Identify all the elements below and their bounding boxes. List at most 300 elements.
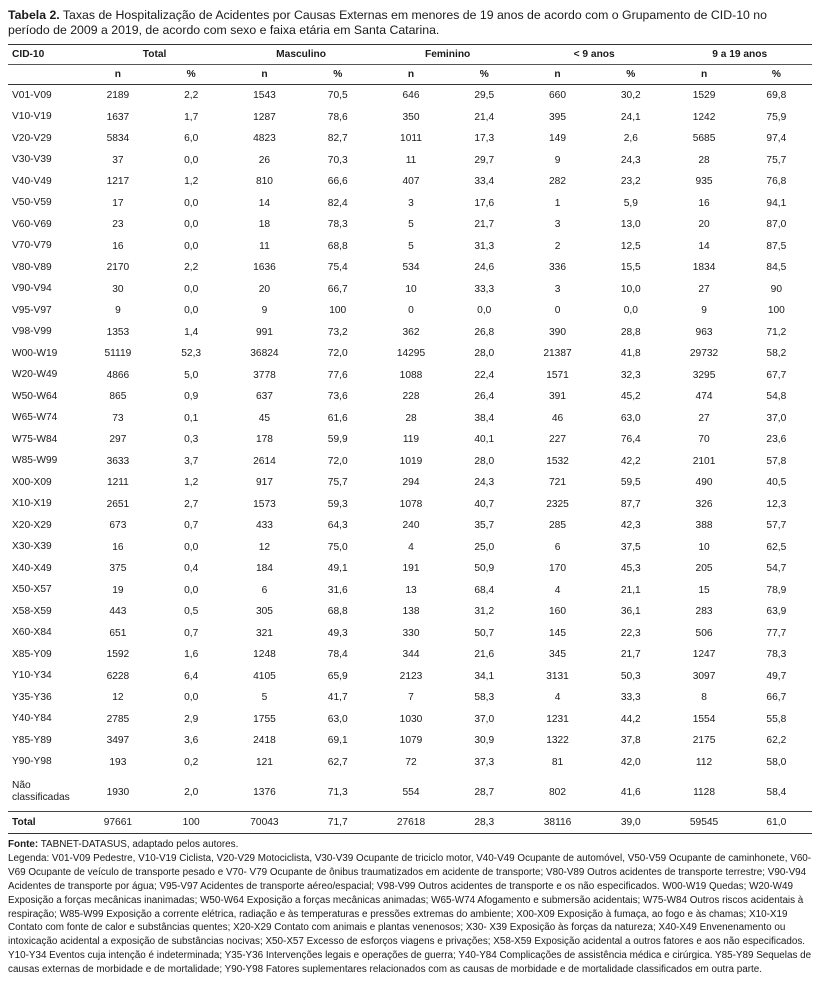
value-cell: 2325: [546, 498, 569, 510]
value-cell: 94,1: [766, 197, 787, 209]
value-cell: 917: [255, 477, 273, 489]
value-cell: 75,4: [327, 262, 348, 274]
value-cell: 1571: [546, 369, 569, 381]
value-cell: 32,3: [620, 369, 641, 381]
value-cell: 37,5: [620, 541, 641, 553]
value-cell: 2,0: [184, 786, 199, 798]
table-row: [8, 601, 812, 623]
value-cell: 170: [549, 563, 567, 575]
header-group-feminino: Feminino: [374, 45, 521, 65]
cid-code-cell: X40-X49: [12, 562, 52, 574]
value-cell: 2189: [106, 90, 130, 102]
value-cell: 2,2: [184, 90, 199, 102]
value-cell: 17: [112, 197, 124, 209]
header-n: n: [374, 65, 447, 85]
cid-code-cell: W65-W74: [12, 412, 58, 424]
value-cell: 37,0: [474, 713, 495, 725]
value-cell: 12,3: [766, 498, 787, 510]
value-cell: 1088: [399, 369, 423, 381]
value-cell: 2651: [106, 498, 130, 510]
value-cell: 2101: [692, 455, 716, 467]
value-cell: 646: [402, 90, 420, 102]
value-cell: 178: [255, 434, 273, 446]
value-cell: 35,7: [474, 520, 495, 532]
value-cell: 12: [258, 541, 271, 553]
value-cell: 87,5: [766, 240, 787, 252]
value-cell: 1554: [692, 713, 716, 725]
cid-code-cell: V80-V89: [12, 261, 52, 273]
value-cell: 68,4: [474, 584, 495, 596]
table-caption: [8, 8, 812, 38]
value-cell: 66,7: [766, 692, 787, 704]
value-cell: 7: [408, 692, 414, 704]
cid-code-cell: W00-W19: [12, 347, 58, 359]
value-cell: 27: [698, 412, 710, 424]
value-cell: 59,5: [620, 477, 641, 489]
value-cell: 11: [259, 240, 270, 252]
value-cell: 45: [258, 412, 271, 424]
table-row: [8, 193, 812, 215]
value-cell: 71,2: [766, 326, 787, 338]
header-group-under-9: < 9 anos: [521, 45, 668, 65]
value-cell: 30: [112, 283, 124, 295]
value-cell: 1930: [106, 786, 130, 798]
header-pct: %: [741, 65, 812, 85]
value-cell: 285: [549, 520, 567, 532]
table-row: [8, 429, 812, 451]
value-cell: 87,7: [620, 498, 641, 510]
value-cell: 3097: [692, 670, 716, 682]
table-row: [8, 343, 812, 365]
value-cell: 9: [115, 305, 121, 317]
cid-code-cell: Y10-Y34: [12, 670, 52, 682]
value-cell: 345: [549, 649, 567, 661]
value-cell: 87,0: [766, 219, 787, 231]
value-cell: 26,4: [474, 391, 495, 403]
value-cell: 1637: [106, 111, 130, 123]
cid-code-cell: V98-V99: [12, 326, 52, 338]
cid-code-cell: X10-X19: [12, 498, 52, 510]
value-cell: 28,0: [474, 455, 495, 467]
value-cell: 160: [549, 606, 567, 618]
value-cell: 5,0: [184, 369, 199, 381]
value-cell: 2,9: [184, 713, 199, 725]
value-cell: 18: [258, 219, 271, 231]
value-cell: 63,0: [620, 412, 641, 424]
value-cell: 3633: [106, 455, 130, 467]
cid-code-cell: Não classificadas: [12, 780, 70, 803]
value-cell: 100: [767, 305, 785, 317]
value-cell: 75,7: [766, 154, 787, 166]
value-cell: 36824: [250, 348, 279, 360]
value-cell: 6,4: [184, 670, 199, 682]
value-cell: 336: [549, 262, 567, 274]
value-cell: 42,3: [620, 520, 641, 532]
header-n: n: [228, 65, 301, 85]
value-cell: 40,1: [474, 434, 495, 446]
value-cell: 0,0: [184, 283, 199, 295]
table-row: [8, 150, 812, 172]
table-row: [8, 300, 812, 322]
value-cell: 38,4: [474, 412, 495, 424]
value-cell: 37: [112, 154, 124, 166]
value-cell: 3: [408, 197, 414, 209]
value-cell: 31,6: [327, 584, 348, 596]
value-cell: 138: [402, 606, 420, 618]
value-cell: 71,3: [327, 786, 348, 798]
value-cell: 721: [549, 477, 567, 489]
table-row: [8, 386, 812, 408]
value-cell: 991: [255, 326, 273, 338]
value-cell: 5: [408, 219, 414, 231]
value-cell: 72,0: [327, 455, 348, 467]
value-cell: 23: [112, 219, 124, 231]
value-cell: 637: [255, 391, 273, 403]
value-cell: 506: [695, 627, 713, 639]
value-cell: 490: [695, 477, 713, 489]
value-cell: 1287: [253, 111, 276, 123]
value-cell: 90: [770, 283, 783, 295]
value-cell: 2,7: [184, 498, 199, 510]
value-cell: 21,1: [620, 584, 641, 596]
value-cell: 67,7: [766, 369, 787, 381]
value-cell: 24,3: [620, 154, 641, 166]
value-cell: 1030: [399, 713, 423, 725]
value-cell: 54,8: [766, 391, 787, 403]
value-cell: 321: [255, 627, 273, 639]
total-row: [8, 812, 812, 834]
value-cell: 31,2: [474, 606, 495, 618]
value-cell: 3131: [546, 670, 569, 682]
caption-label: Tabela 2.: [8, 8, 60, 22]
value-cell: 84,5: [766, 262, 787, 274]
value-cell: 29,5: [474, 90, 495, 102]
value-cell: 76,8: [766, 176, 787, 188]
table-row: [8, 107, 812, 129]
value-cell: 61,0: [741, 812, 812, 834]
header-n: n: [521, 65, 594, 85]
value-cell: 59,3: [327, 498, 348, 510]
value-cell: 554: [402, 786, 420, 798]
value-cell: 390: [549, 326, 567, 338]
value-cell: 433: [255, 520, 273, 532]
value-cell: 112: [695, 756, 713, 768]
value-cell: 5: [261, 692, 268, 704]
value-cell: 673: [109, 520, 127, 532]
value-cell: 1019: [399, 455, 423, 467]
source-line: [8, 838, 812, 852]
value-cell: 76,4: [620, 434, 641, 446]
value-cell: 1247: [692, 649, 716, 661]
value-cell: 0,0: [184, 219, 199, 231]
value-cell: 305: [255, 606, 273, 618]
value-cell: 63,9: [766, 606, 787, 618]
header-pct: %: [594, 65, 667, 85]
cid-code-cell: X85-Y09: [12, 648, 52, 660]
value-cell: 81: [551, 756, 564, 768]
value-cell: 1,4: [184, 326, 199, 338]
value-cell: 97661: [81, 812, 154, 834]
value-cell: 362: [402, 326, 420, 338]
value-cell: 6: [261, 584, 268, 596]
value-cell: 64,3: [327, 520, 348, 532]
value-cell: 9: [701, 305, 707, 317]
value-cell: 5: [408, 240, 414, 252]
value-cell: 21,7: [620, 649, 641, 661]
value-cell: 73,6: [327, 391, 348, 403]
value-cell: 40,7: [474, 498, 495, 510]
value-cell: 326: [695, 498, 713, 510]
value-cell: 0,9: [184, 391, 199, 403]
value-cell: 5685: [692, 133, 716, 145]
header-blank: [8, 65, 81, 85]
value-cell: 100: [155, 812, 228, 834]
value-cell: 14295: [396, 348, 426, 360]
header-group-9-to-19: 9 a 19 anos: [667, 45, 812, 65]
value-cell: 21387: [543, 348, 572, 360]
value-cell: 297: [109, 434, 127, 446]
value-cell: 39,0: [594, 812, 667, 834]
value-cell: 10,0: [620, 283, 641, 295]
cid-code-cell: Total: [8, 812, 81, 834]
value-cell: 69,1: [327, 735, 348, 747]
value-cell: 1211: [106, 477, 129, 489]
value-cell: 28: [405, 412, 417, 424]
value-cell: 474: [695, 391, 713, 403]
value-cell: 375: [109, 563, 127, 575]
value-cell: 1529: [692, 90, 716, 102]
value-cell: 12: [112, 692, 124, 704]
value-cell: 78,4: [327, 649, 348, 661]
value-cell: 2614: [253, 455, 276, 467]
table-row: [8, 85, 812, 107]
value-cell: 30,9: [474, 735, 495, 747]
value-cell: 20: [258, 283, 271, 295]
value-cell: 1376: [253, 786, 276, 798]
value-cell: 1,7: [184, 111, 199, 123]
value-cell: 33,3: [620, 692, 641, 704]
value-cell: 22,3: [620, 627, 641, 639]
value-cell: 59,9: [327, 434, 348, 446]
value-cell: 28,8: [620, 326, 641, 338]
table-row: [8, 730, 812, 752]
value-cell: 26: [258, 154, 271, 166]
value-cell: 0,7: [184, 627, 199, 639]
value-cell: 1,6: [184, 649, 199, 661]
value-cell: 5834: [106, 133, 130, 145]
value-cell: 1755: [253, 713, 276, 725]
value-cell: 3497: [106, 735, 130, 747]
table-row: [8, 236, 812, 258]
value-cell: 0,0: [184, 305, 199, 317]
value-cell: 45,2: [620, 391, 641, 403]
table-row: [8, 515, 812, 537]
value-cell: 78,3: [766, 649, 787, 661]
value-cell: 13,0: [620, 219, 641, 231]
table-row: [8, 752, 812, 774]
table-row: [8, 537, 812, 559]
value-cell: 23,6: [766, 434, 787, 446]
header-pct: %: [155, 65, 228, 85]
value-cell: 2123: [399, 670, 423, 682]
value-cell: 62,5: [766, 541, 787, 553]
value-cell: 41,7: [327, 692, 348, 704]
value-cell: 25,0: [474, 541, 495, 553]
cid-code-cell: W20-W49: [12, 369, 58, 381]
value-cell: 6,0: [184, 133, 199, 145]
table-row: [8, 214, 812, 236]
value-cell: 42,2: [620, 455, 641, 467]
table-row: [8, 709, 812, 731]
table-row: [8, 279, 812, 301]
cid-code-cell: X30-X39: [12, 541, 52, 553]
cid-code-cell: X50-X57: [12, 584, 52, 596]
legend-text: Legenda: V01-V09 Pedestre, V10-V19 Ciclista, V20-V29 Motociclista, V30-V39 Ocupante de triciclo motor, V40-V49 Ocupante de automóvel, V50-V59 Ocupante de caminhonete, V60- V69 Ocupante de veículo de transporte pesado e V70- V79 Ocupante de ônibus traumatizados em acidente de transporte; V80-V89 Outros acidentes de transporte terrestre; V90-V94 Acidentes de transporte por água; V95-V97 Acidentes de transporte aéreo/espacial; V98-V99 Outros acidentes de transporte e os não especificados. W00-W19 Quedas; W20-W49 Exposição a forças mecânicas inanimadas; W50-W64 Exposição a forças mecânicas animadas; W65-W74 Afogamento e submersão acidentais; W75-W84 Outros riscos acidentais à respiração; W85-W99 Exposição a corrente elétrica, radiação e às temperaturas e pressões extremas do ambiente; X00-X09 Exposição à fumaça, ao fogo e às chamas; X10-X19 Contato com fonte de calor e substâncias quentes; X20-X29 Contato com animais e plantas venenosos; X30- X39 Exposição às forças da natureza; X40-X49 Envenenamento ou intoxicação acidental a exposição de substâncias nocivas; X50-X57 Excesso de esforços viagens e privações; X58-X59 Exposição acidental a outros fatores e aos não especificados. Y10-Y34 Eventos cuja intenção é indeterminada; Y35-Y36 Intervenções legais e operações de guerra; Y40-Y84 Complicações de assistência médica e cirúrgica. Y85-Y89 Sequelas de causas externas de morbidade e de mortalidade; Y90-Y98 Fatores suplementares relacionados com as causas de morbidade e de mortalidade classificados em outra parte.: [8, 852, 812, 976]
value-cell: 191: [402, 563, 420, 575]
value-cell: 75,0: [327, 541, 348, 553]
value-cell: 193: [109, 756, 127, 768]
value-cell: 1248: [253, 649, 276, 661]
table-row: [8, 580, 812, 602]
value-cell: 963: [695, 326, 713, 338]
value-cell: 15: [698, 584, 710, 596]
value-cell: 75,7: [327, 477, 348, 489]
table-row: [8, 128, 812, 150]
value-cell: 350: [402, 111, 420, 123]
value-cell: 22,4: [474, 369, 495, 381]
value-cell: 19: [112, 584, 124, 596]
value-cell: 344: [402, 649, 420, 661]
table-row: [8, 623, 812, 645]
value-cell: 17,6: [474, 197, 495, 209]
value-cell: 3295: [692, 369, 716, 381]
value-cell: 28,0: [474, 348, 495, 360]
value-cell: 2: [554, 240, 561, 252]
value-cell: 13: [405, 584, 417, 596]
value-cell: 810: [255, 176, 273, 188]
header-cid: CID-10: [8, 45, 81, 65]
value-cell: 21,4: [474, 111, 495, 123]
header-row-subcols: [8, 65, 812, 85]
cid-code-cell: V95-V97: [12, 304, 52, 316]
value-cell: 58,2: [766, 348, 787, 360]
value-cell: 17,3: [474, 133, 495, 145]
cid-code-cell: Y35-Y36: [12, 691, 52, 703]
value-cell: 227: [549, 434, 567, 446]
cid-code-cell: V10-V19: [12, 111, 52, 123]
value-cell: 9: [261, 305, 268, 317]
value-cell: 31,3: [474, 240, 495, 252]
cid-code-cell: X58-X59: [12, 605, 52, 617]
cid-code-cell: W50-W64: [12, 390, 58, 402]
value-cell: 46: [551, 412, 564, 424]
cid-code-cell: V30-V39: [12, 154, 52, 166]
value-cell: 651: [109, 627, 127, 639]
value-cell: 24,3: [474, 477, 495, 489]
table-row: [8, 773, 812, 812]
value-cell: 10: [698, 541, 710, 553]
value-cell: 10: [405, 283, 417, 295]
value-cell: 0,0: [623, 305, 638, 317]
value-cell: 73,2: [327, 326, 348, 338]
value-cell: 65,9: [327, 670, 348, 682]
cid-code-cell: Y85-Y89: [12, 734, 52, 746]
value-cell: 0,0: [477, 305, 492, 317]
header-group-total: Total: [81, 45, 228, 65]
value-cell: 97,4: [766, 133, 787, 145]
value-cell: 58,4: [766, 786, 787, 798]
value-cell: 119: [402, 434, 420, 446]
value-cell: 33,3: [474, 283, 495, 295]
value-cell: 228: [402, 391, 420, 403]
value-cell: 0,0: [184, 154, 199, 166]
header-n: n: [81, 65, 154, 85]
value-cell: 70: [698, 434, 710, 446]
value-cell: 3: [554, 283, 561, 295]
value-cell: 9: [554, 154, 561, 166]
value-cell: 935: [695, 176, 713, 188]
table-row: [8, 408, 812, 430]
value-cell: 82,7: [327, 133, 348, 145]
value-cell: 50,9: [474, 563, 495, 575]
value-cell: 1128: [693, 786, 715, 798]
value-cell: 1543: [253, 90, 276, 102]
value-cell: 36,1: [620, 606, 641, 618]
value-cell: 70,5: [327, 90, 348, 102]
value-cell: 58,0: [766, 756, 787, 768]
value-cell: 100: [329, 305, 347, 317]
value-cell: 37,3: [474, 756, 495, 768]
value-cell: 78,9: [766, 584, 787, 596]
value-cell: 2418: [253, 735, 276, 747]
value-cell: 63,0: [327, 713, 348, 725]
cid-code-cell: Y90-Y98: [12, 756, 52, 768]
value-cell: 16: [112, 541, 124, 553]
data-table: [8, 44, 812, 834]
value-cell: 70,3: [327, 154, 348, 166]
value-cell: 37,0: [766, 412, 787, 424]
value-cell: 49,1: [327, 563, 348, 575]
value-cell: 0,0: [184, 541, 199, 553]
value-cell: 33,4: [474, 176, 495, 188]
value-cell: 14: [258, 197, 271, 209]
source-label: Fonte:: [8, 839, 39, 850]
value-cell: 72,0: [327, 348, 348, 360]
header-pct: %: [301, 65, 374, 85]
value-cell: 5,9: [623, 197, 638, 209]
value-cell: 0,0: [184, 197, 199, 209]
value-cell: 205: [695, 563, 713, 575]
value-cell: 59545: [667, 812, 740, 834]
value-cell: 1,2: [184, 176, 199, 188]
cid-code-cell: V60-V69: [12, 218, 52, 230]
value-cell: 1353: [106, 326, 130, 338]
value-cell: 0,0: [184, 240, 199, 252]
value-cell: 145: [549, 627, 567, 639]
value-cell: 0,4: [184, 563, 199, 575]
value-cell: 4105: [253, 670, 276, 682]
value-cell: 0,0: [184, 584, 199, 596]
table-row: [8, 365, 812, 387]
value-cell: 149: [549, 133, 567, 145]
value-cell: 1592: [106, 649, 130, 661]
value-cell: 3,7: [184, 455, 199, 467]
value-cell: 3,6: [184, 735, 199, 747]
value-cell: 294: [402, 477, 420, 489]
value-cell: 391: [549, 391, 567, 403]
value-cell: 0: [408, 305, 414, 317]
table-row: [8, 322, 812, 344]
